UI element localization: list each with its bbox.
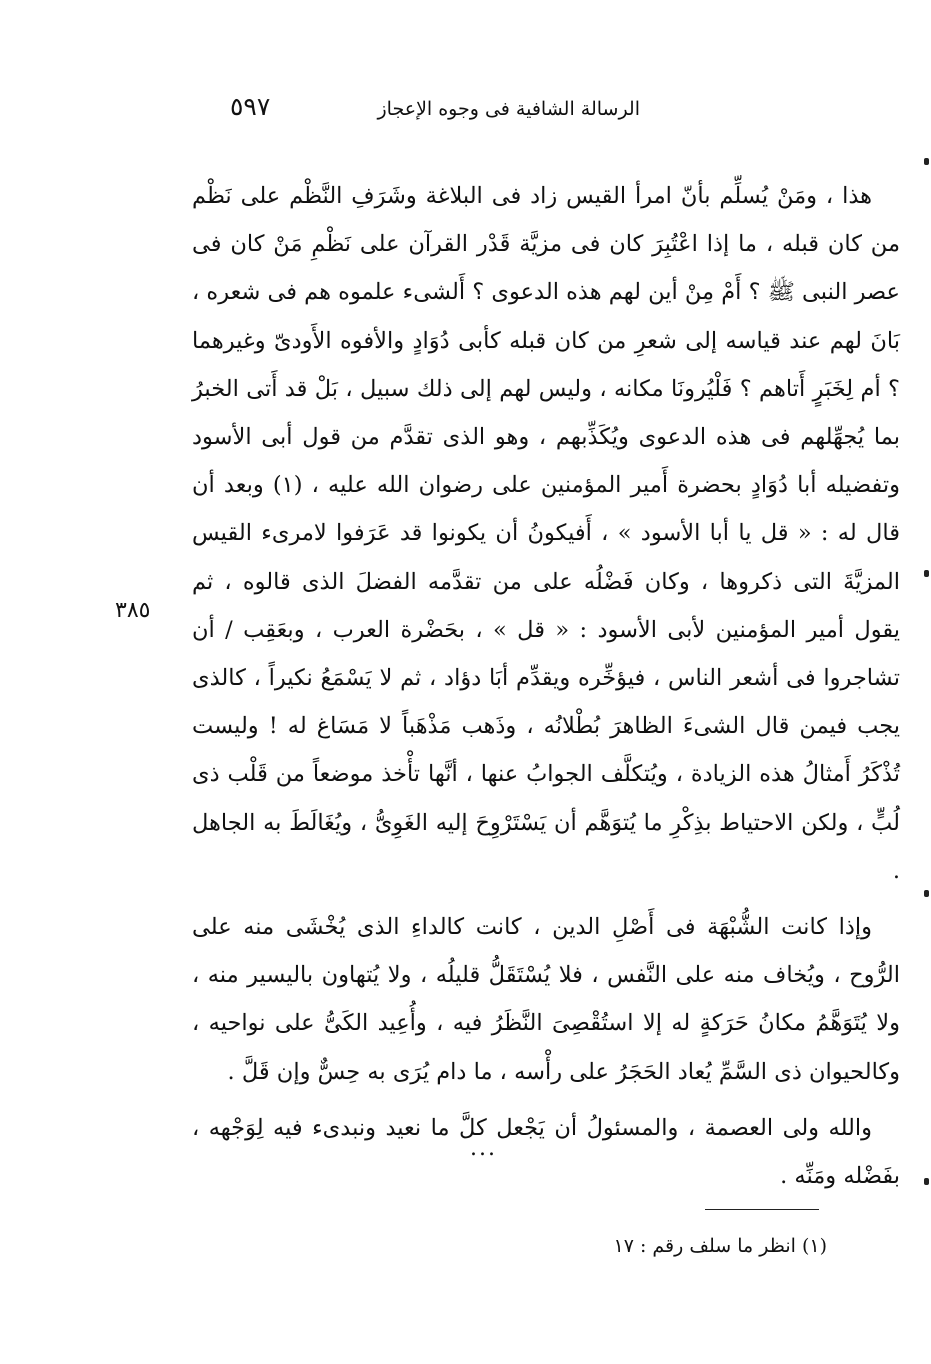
footnote-divider xyxy=(705,1209,819,1210)
scan-speck xyxy=(924,890,929,897)
footnote: (١) انظر ما سلف رقم : ١٧ xyxy=(613,1235,827,1257)
page-number: ٥٩٧ xyxy=(230,92,271,121)
paragraph: والله ولى العصمة ، والمسئولُ أن يَجْعل كلَّ ما نعيد ونبدىء فيه لِوَجْهه ، بفَضْله ومَنِّه . xyxy=(192,1114,900,1190)
margin-page-reference: ٣٨٥ xyxy=(115,598,151,623)
paragraph: هذا ، ومَنْ يُسلِّم بأنّ امرأ القيس زاد فى البلاغة وشَرَفِ النَّظْم على نَظْم من كان قبله ، ما إذا اعْتُبِرَ كان فى مزيَّة قَدْر القرآن على نَظْمِ مَنْ كان فى عصر النبى ﷺ ؟ أَمْ مِنْ أين لهم هذه الدعوى ؟ أَلشىء علموه هم فى شعره ، بَانَ لهم عند قياسه إلى شعرِ من كان قبله كأبى دُوَادٍ والأفوه الأَودىّ وغيرهما ؟ أم لِخَبَرٍ أَتاهم ؟ فَلْيُرونَا مكانه ، وليس لهم إلى ذلك سبيل ، بَلْ قد أَتى الخبرُ بما يُجهِّلهم فى هذه الدعوى ويُكَذِّبهم ، وهو الذى تقدَّم من قول أبى الأسود وتفضيله أبا دُوَادٍ بحضرة أَمير المؤمنين على رضوان الله عليه ، (١) وبعد أن قال له : « قل يا أبا الأسود » ، أَفيكونُ أن يكونوا قد عَرَفوا لامرىء القيس المزيَّةَ التى ذكروها ، وكان فَضْلُه على من تقدَّمه الفضلَ الذى قالوه ، ثم يقول أمير المؤمنين لأبى الأسود : « قل » ، بحَضْرة العرب ، وبعَقِب / أن تشاجروا فى أشعر الناس ، فيؤخِّره ويقدِّم أبَا دؤاد ، ثم لا يَسْمَعُ نكيراً ، كالذى يجب فيمن قال الشىءَ الظاهرَ بُطْلانُه ، وذَهب مَذْهَباً لا مَسَاغ له ! وليست تُذْكَرُ أَمثالُ هذه الزيادة ، ويُتكلَّف الجوابُ عنها ، أنَّها تأْخذ موضعاً من قَلْب ذى لُبٍّ ، ولكن الاحتياط بذِكْرِ ما يُتوَهَّم أن يَسْتَرْوِحَ إليه الغَوِىُّ ، ويُغَالَطَ به الجاهل . xyxy=(192,183,900,884)
page-header xyxy=(200,92,640,132)
paragraph: وإذا كانت الشُّبْهَة فى أَصْلِ الدين ، كانت كالداءِ الذى يُخْشَى منه على الرُّوح ، ويُخاف منه على النَّفس ، فلا يُسْتَقَلُّ قليلُه ، ولا يُتهاون باليسير منه ، ولا يُتَوَهَّمُ مكانُ حَرَكةٍ له إلا استُقْصِىَ النَّظَرُ فيه ، وأُعِيد الكَىُّ على نواحيه ، وكالحيوان ذى السَّمِّ يُعاد الحَجَرُ على رأْسه ، ما دام يُرَى به حِسٌّ وإن قَلَّ . xyxy=(192,914,900,1085)
scan-speck xyxy=(924,1178,929,1185)
section-break: ... xyxy=(470,1136,497,1161)
running-title: الرسالة الشافية فى وجوه الإعجاز xyxy=(377,98,640,120)
scan-speck xyxy=(924,158,929,165)
scan-speck xyxy=(924,570,929,577)
body-text xyxy=(192,172,900,1200)
